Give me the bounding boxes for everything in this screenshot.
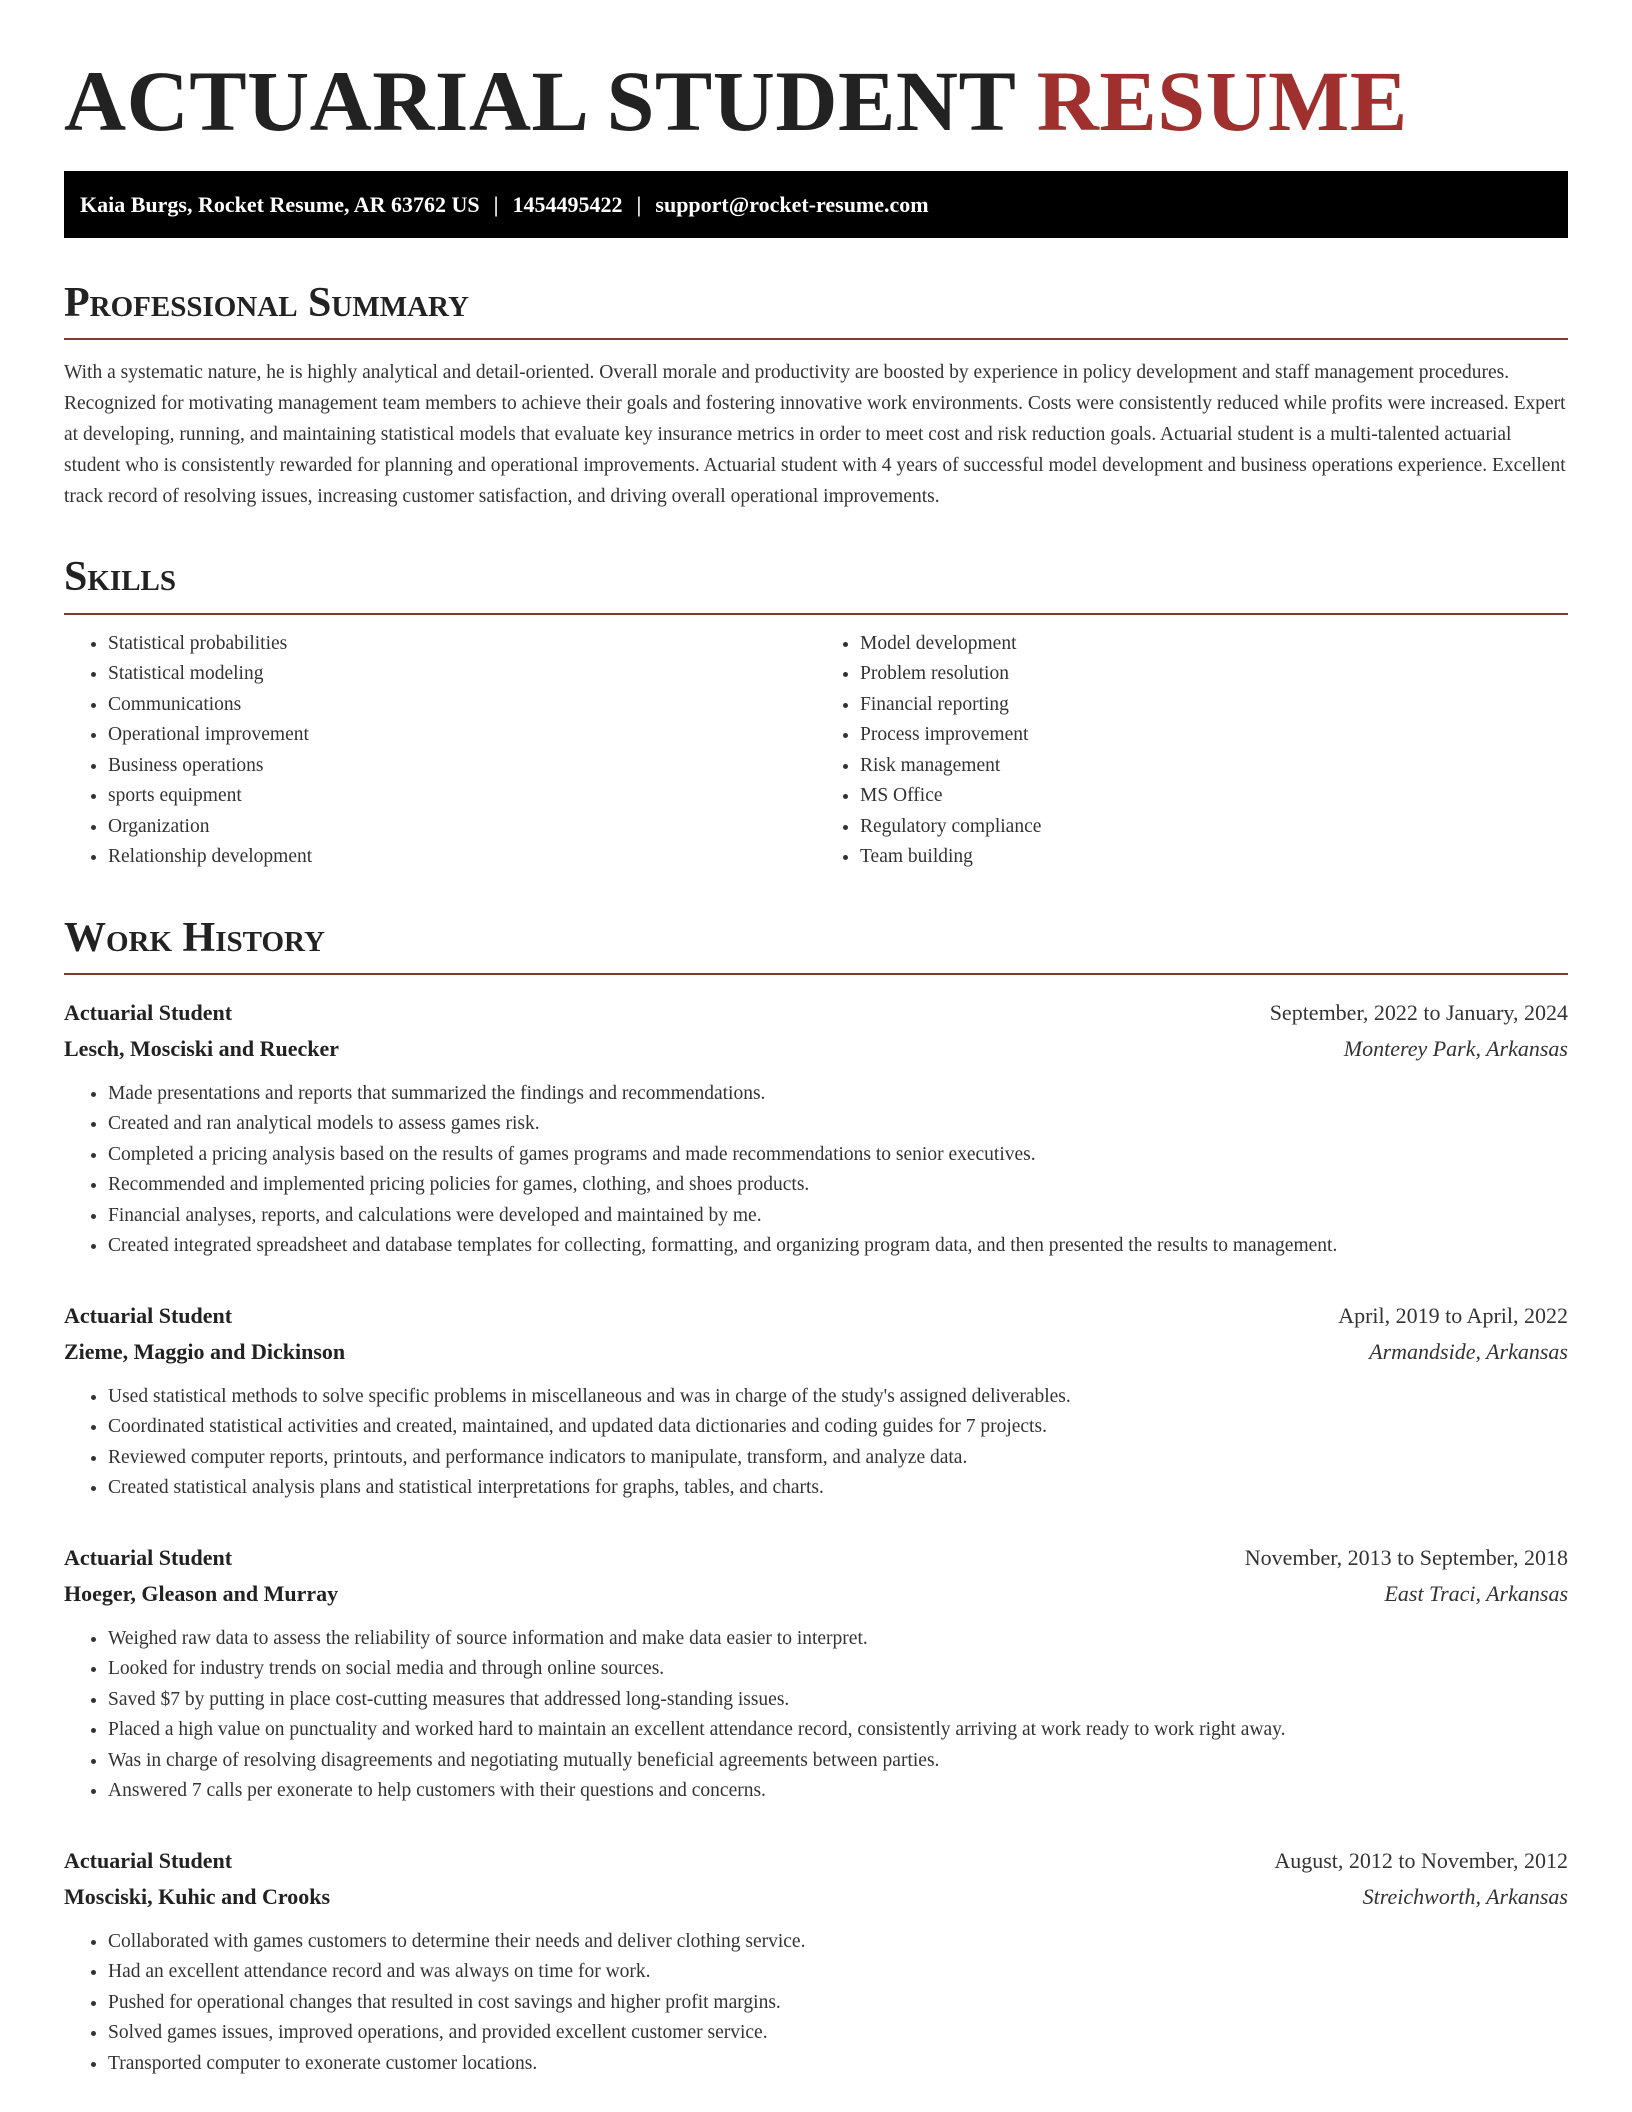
job-title: Actuarial Student — [64, 1302, 233, 1328]
section-heading: Professional Summary — [64, 280, 1568, 340]
job-dates: August, 2012 to November, 2012 — [1274, 1847, 1568, 1873]
skill-item: • Relationship development — [108, 842, 816, 873]
job-bullet: • Created and ran analytical models to assess games risk. — [108, 1109, 1568, 1140]
job-entry — [64, 1298, 1568, 1504]
job-location: East Traci, Arkansas — [1384, 1580, 1568, 1606]
work-history-section — [64, 915, 1568, 2080]
contact-address: Kaia Burgs, Rocket Resume, AR 63762 US — [80, 191, 480, 217]
job-bullet: • Placed a high value on punctuality and worked hard to maintain an excellent attendance record, consistently arriving at work ready to work right away. — [108, 1715, 1568, 1746]
job-header-row — [64, 1540, 1568, 1576]
resume-title — [64, 50, 1568, 153]
job-bullet: • Had an excellent attendance record and was always on time for work. — [108, 1957, 1568, 1988]
skills-left-column — [64, 629, 816, 873]
contact-phone: 1454495422 — [512, 191, 623, 217]
skill-item: • Organization — [108, 812, 816, 843]
job-bullet: • Collaborated with games customers to determine their needs and deliver clothing service. — [108, 1927, 1568, 1958]
job-bullet: • Made presentations and reports that summarized the findings and recommendations. — [108, 1079, 1568, 1110]
job-bullet: • Created integrated spreadsheet and database templates for collecting, formatting, and organizing program data, and then presented the results to management. — [108, 1231, 1568, 1262]
job-title: Actuarial Student — [64, 1847, 233, 1873]
job-bullet-list — [64, 1624, 1568, 1807]
job-header-row — [64, 1298, 1568, 1334]
job-company: Mosciski, Kuhic and Crooks — [64, 1883, 331, 1909]
title-accent: RESUME — [1036, 53, 1408, 149]
skill-item: • Risk management — [860, 751, 1568, 782]
job-company: Zieme, Maggio and Dickinson — [64, 1338, 346, 1364]
job-bullet: • Looked for industry trends on social media and through online sources. — [108, 1654, 1568, 1685]
skill-item: • Process improvement — [860, 720, 1568, 751]
professional-summary-section — [64, 280, 1568, 512]
job-company-row — [64, 1031, 1568, 1067]
job-company: Lesch, Mosciski and Ruecker — [64, 1035, 339, 1061]
job-location: Monterey Park, Arkansas — [1343, 1035, 1568, 1061]
job-company-row — [64, 1334, 1568, 1370]
skill-item: • Communications — [108, 690, 816, 721]
skill-item: • Financial reporting — [860, 690, 1568, 721]
skill-item: • Operational improvement — [108, 720, 816, 751]
job-location: Armandside, Arkansas — [1369, 1338, 1568, 1364]
job-entry — [64, 1843, 1568, 2080]
job-bullet: • Was in charge of resolving disagreements and negotiating mutually beneficial agreements between parties. — [108, 1746, 1568, 1777]
skill-item: • Regulatory compliance — [860, 812, 1568, 843]
job-dates: November, 2013 to September, 2018 — [1244, 1544, 1568, 1570]
job-bullet-list — [64, 1382, 1568, 1504]
contact-bar — [64, 171, 1568, 238]
job-bullet-list — [64, 1079, 1568, 1262]
summary-text: With a systematic nature, he is highly analytical and detail-oriented. Overall morale and productivity are boosted by experience in policy development and staff management procedures. Recognized for motivating management team members to achieve their goals and fostering innovative work environments. Costs were consistently reduced while profits were increased. Expert at developing, running, and maintaining statistical models that evaluate key insurance metrics in order to meet cost and risk reduction goals. Actuarial student is a multi-talented actuarial student who is consistently rewarded for planning and operational improvements. Actuarial student with 4 years of successful model development and business operations experience. Excellent track record of resolving issues, increasing customer satisfaction, and driving overall operational improvements. — [64, 362, 1566, 508]
job-title: Actuarial Student — [64, 999, 233, 1025]
job-header-row — [64, 995, 1568, 1031]
job-bullet: • Used statistical methods to solve specific problems in miscellaneous and was in charge of the study's assigned deliverables. — [108, 1382, 1568, 1413]
section-heading: Skills — [64, 554, 1568, 614]
job-bullet: • Coordinated statistical activities and created, maintained, and updated data dictionaries and coding guides for 7 projects. — [108, 1412, 1568, 1443]
skill-item: • Team building — [860, 842, 1568, 873]
job-list — [64, 995, 1568, 2080]
job-dates: September, 2022 to January, 2024 — [1269, 999, 1568, 1025]
skill-item: • Statistical probabilities — [108, 629, 816, 660]
job-bullet: • Transported computer to exonerate customer locations. — [108, 2049, 1568, 2080]
contact-separator: | — [493, 191, 499, 217]
title-main: ACTUARIAL STUDENT — [64, 53, 1037, 149]
job-header-row — [64, 1843, 1568, 1879]
skill-item: • Business operations — [108, 751, 816, 782]
skill-item: • MS Office — [860, 781, 1568, 812]
job-bullet: • Reviewed computer reports, printouts, and performance indicators to manipulate, transform, and analyze data. — [108, 1443, 1568, 1474]
job-title: Actuarial Student — [64, 1544, 233, 1570]
job-dates: April, 2019 to April, 2022 — [1338, 1302, 1568, 1328]
job-bullet: • Recommended and implemented pricing policies for games, clothing, and shoes products. — [108, 1170, 1568, 1201]
skill-item: • Statistical modeling — [108, 659, 816, 690]
contact-email: support@rocket-resume.com — [655, 191, 929, 217]
job-location: Streichworth, Arkansas — [1362, 1883, 1568, 1909]
job-bullet: • Weighed raw data to assess the reliability of source information and make data easier to interpret. — [108, 1624, 1568, 1655]
skills-right-column — [816, 629, 1568, 873]
skill-item: • sports equipment — [108, 781, 816, 812]
skills-grid — [64, 629, 1568, 873]
job-bullet: • Created statistical analysis plans and statistical interpretations for graphs, tables, and charts. — [108, 1473, 1568, 1504]
job-bullet-list — [64, 1927, 1568, 2080]
job-bullet: • Financial analyses, reports, and calculations were developed and maintained by me. — [108, 1201, 1568, 1232]
section-heading: Work History — [64, 915, 1568, 975]
job-company: Hoeger, Gleason and Murray — [64, 1580, 339, 1606]
job-entry — [64, 1540, 1568, 1807]
skill-item: • Model development — [860, 629, 1568, 660]
job-bullet: • Pushed for operational changes that resulted in cost savings and higher profit margins. — [108, 1988, 1568, 2019]
job-company-row — [64, 1879, 1568, 1915]
job-company-row — [64, 1576, 1568, 1612]
skill-item: • Problem resolution — [860, 659, 1568, 690]
job-bullet: • Answered 7 calls per exonerate to help customers with their questions and concerns. — [108, 1776, 1568, 1807]
job-bullet: • Solved games issues, improved operations, and provided excellent customer service. — [108, 2018, 1568, 2049]
job-entry — [64, 995, 1568, 1262]
contact-separator: | — [636, 191, 642, 217]
job-bullet: • Saved $7 by putting in place cost-cutting measures that addressed long-standing issues. — [108, 1685, 1568, 1716]
skills-section — [64, 554, 1568, 872]
job-bullet: • Completed a pricing analysis based on the results of games programs and made recommendations to senior executives. — [108, 1140, 1568, 1171]
